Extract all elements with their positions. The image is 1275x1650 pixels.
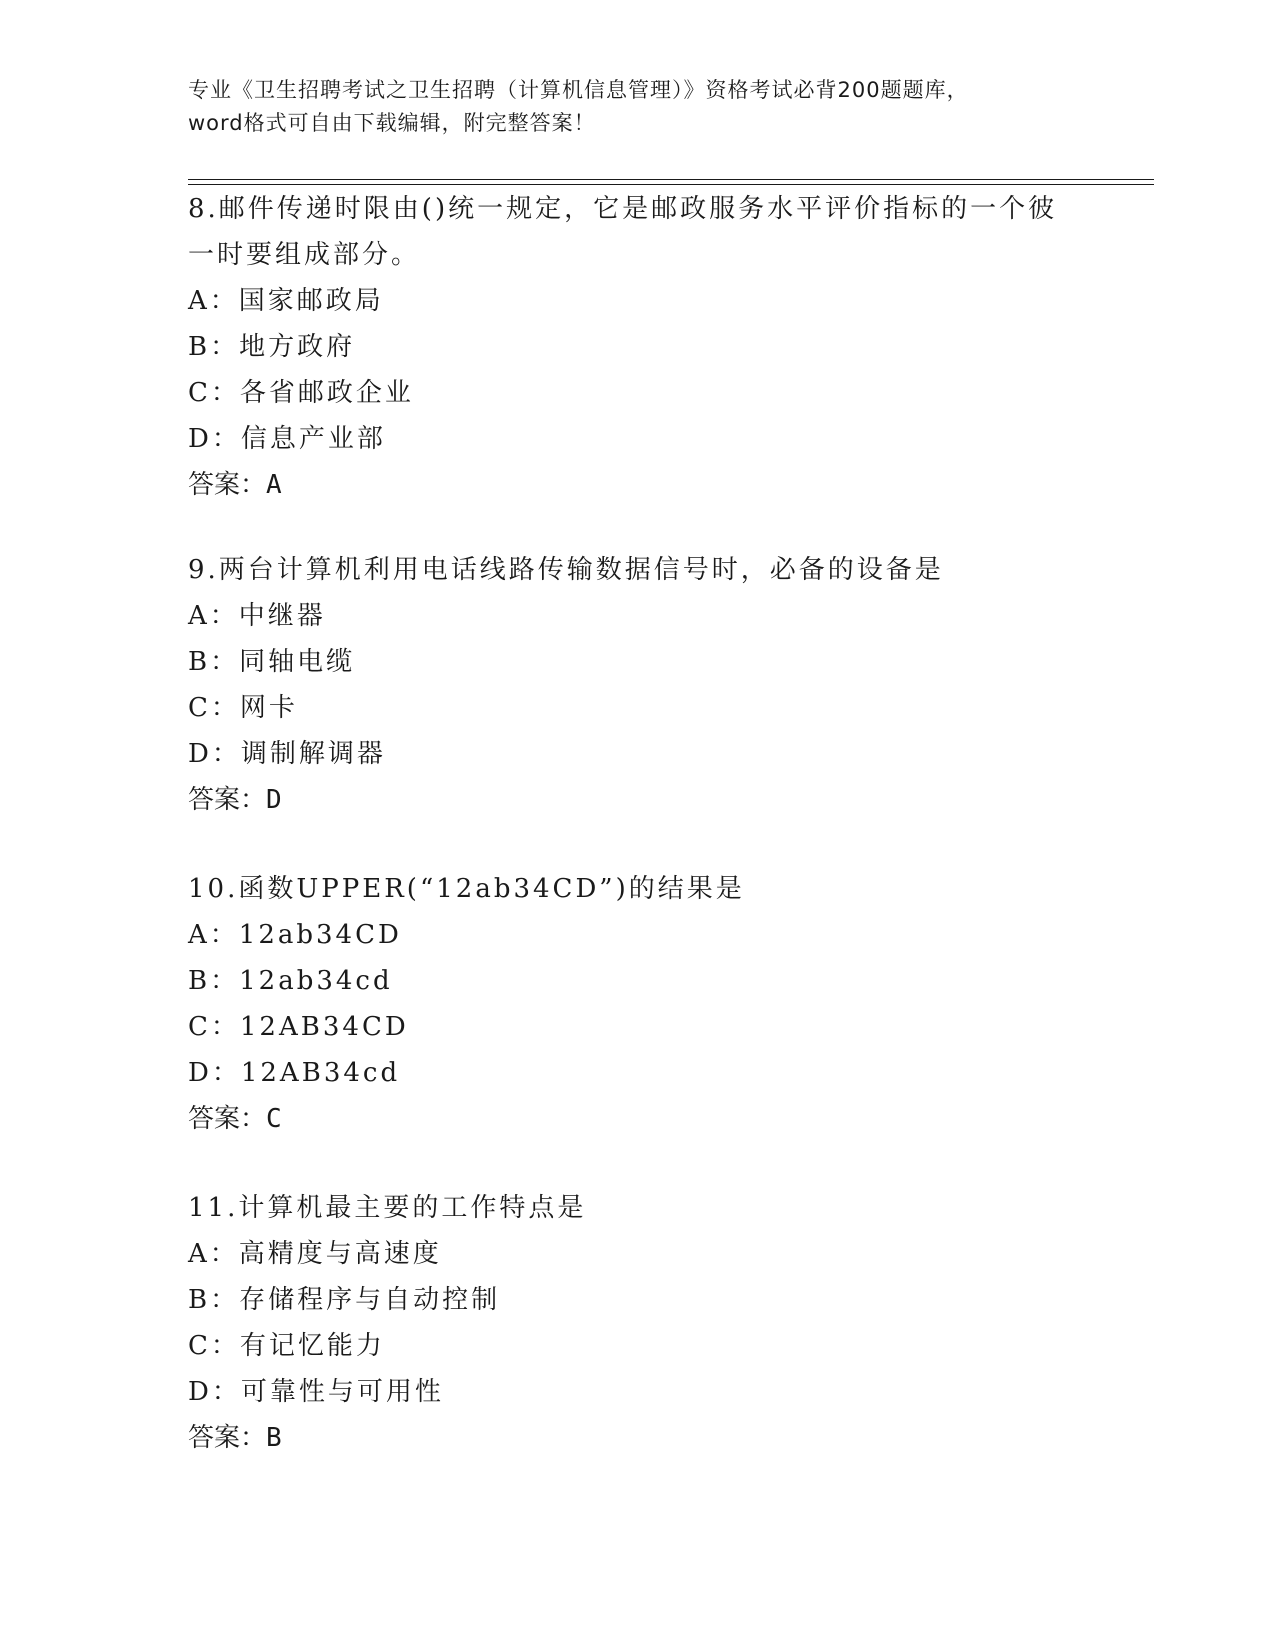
answer-value: D xyxy=(266,785,282,815)
option-a: A：国家邮政局 xyxy=(188,286,384,316)
option-b: B：存储程序与自动控制 xyxy=(188,1285,501,1315)
header-divider-bottom xyxy=(188,184,1154,185)
question-8 xyxy=(188,186,1088,508)
option-d: D：调制解调器 xyxy=(188,739,386,769)
answer xyxy=(188,777,1088,823)
option-a: A：中继器 xyxy=(188,601,326,631)
option-a: A：12ab34CD xyxy=(188,920,402,950)
question-text-line: 11.计算机最主要的工作特点是 xyxy=(188,1193,587,1223)
answer-value: B xyxy=(266,1423,282,1453)
question-text-line: 8.邮件传递时限由()统一规定，它是邮政服务水平评价指标的一个彼 xyxy=(188,194,1058,224)
question-9 xyxy=(188,547,1088,823)
answer-value: C xyxy=(266,1104,282,1134)
option-c: C：有记忆能力 xyxy=(188,1331,385,1361)
answer-label: 答案： xyxy=(188,1104,267,1134)
option-b: B：地方政府 xyxy=(188,332,356,362)
option-b: B：12ab34cd xyxy=(188,966,393,996)
option-c: C：各省邮政企业 xyxy=(188,378,414,408)
header-line-1: 专业《卫生招聘考试之卫生招聘（计算机信息管理）》资格考试必背200题题库， xyxy=(188,78,969,102)
option-a: A：高精度与高速度 xyxy=(188,1239,442,1269)
option-c: C：12AB34CD xyxy=(188,1012,409,1042)
header-divider-top xyxy=(188,179,1154,180)
option-d: D：12AB34cd xyxy=(188,1058,401,1088)
option-d: D：可靠性与可用性 xyxy=(188,1377,444,1407)
document-header xyxy=(188,74,1088,140)
answer xyxy=(188,1096,1088,1142)
question-text-line: 9.两台计算机利用电话线路传输数据信号时，必备的设备是 xyxy=(188,555,944,585)
answer-label: 答案： xyxy=(188,470,267,500)
option-d: D：信息产业部 xyxy=(188,424,386,454)
header-line-2: word格式可自由下载编辑，附完整答案！ xyxy=(188,111,596,135)
answer-label: 答案： xyxy=(188,1423,267,1453)
question-11 xyxy=(188,1185,1088,1461)
answer-value: A xyxy=(266,470,282,500)
answer xyxy=(188,1415,1088,1461)
option-c: C：网卡 xyxy=(188,693,298,723)
answer xyxy=(188,462,1088,508)
question-text-line: 一时要组成部分。 xyxy=(188,240,421,270)
option-b: B：同轴电缆 xyxy=(188,647,356,677)
question-text-line: 10.函数UPPER(“12ab34CD”)的结果是 xyxy=(188,874,745,904)
answer-label: 答案： xyxy=(188,785,267,815)
question-10 xyxy=(188,866,1088,1142)
